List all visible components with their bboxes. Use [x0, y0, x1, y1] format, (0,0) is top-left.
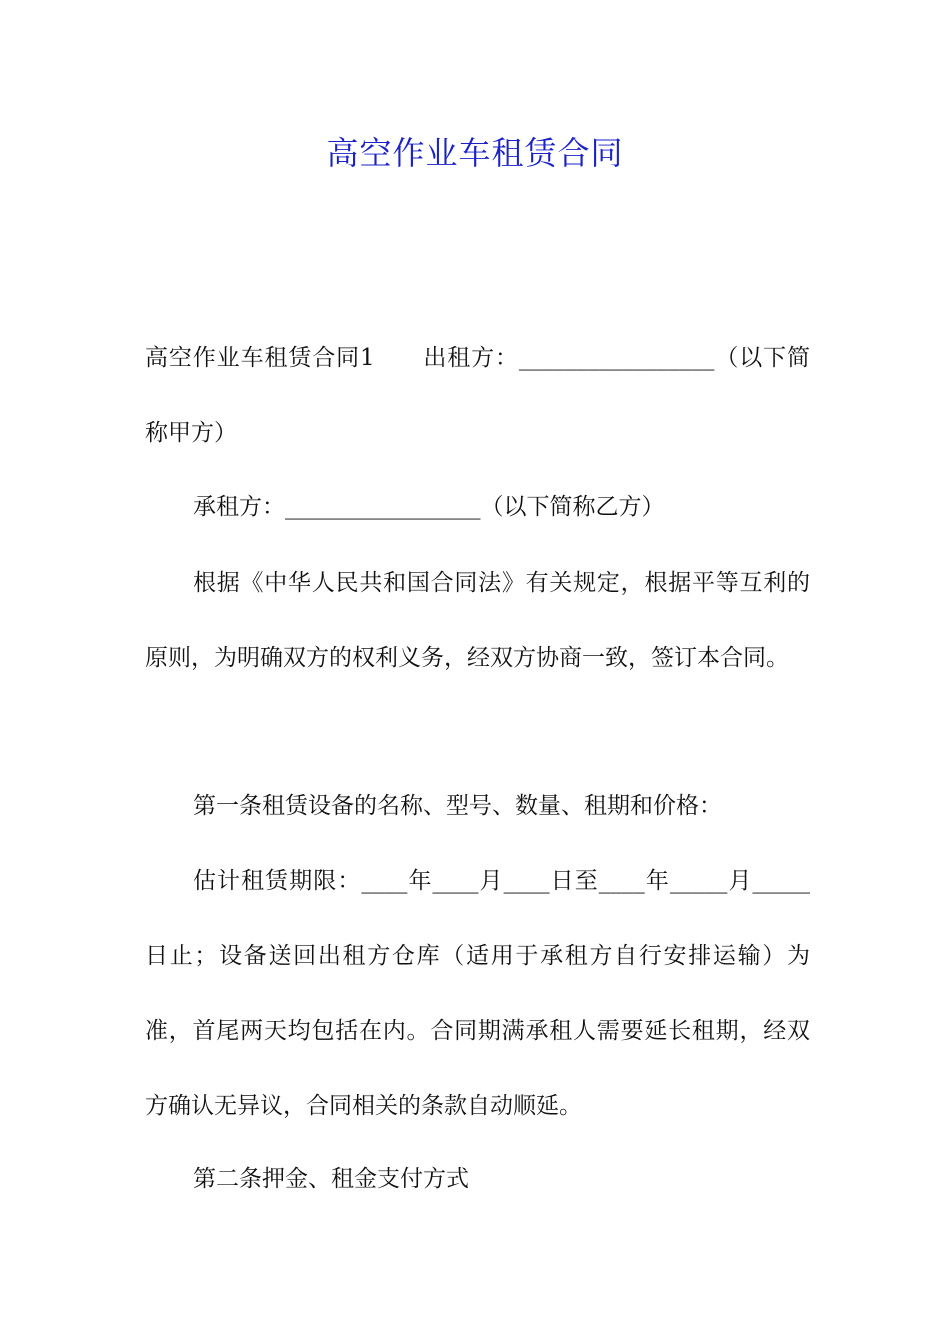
paragraph-text: 估计租赁期限：____年____月____日至____年_____月_____日止；设备送回出租方仓库（适用于承租方自行安排运输）为准，首尾两天均包括在内。合同期满承租人需要延长租期，经双方确认无异议，合同相关的条款自动顺延。 — [145, 868, 810, 1119]
paragraph-text: 根据《中华人民共和国合同法》有关规定，根据平等互利的原则，为明确双方的权利义务，经双方协商一致，签订本合同。 — [145, 570, 810, 671]
paragraph-legal-basis — [145, 546, 810, 696]
paragraph-article-2-heading — [145, 1142, 810, 1217]
paragraph-parties-lessee — [145, 470, 810, 545]
document-title: 高空作业车租赁合同 — [326, 134, 624, 172]
paragraph-text: 第二条押金、租金支付方式 — [193, 1166, 469, 1192]
paragraph-text: 高空作业车租赁合同1 出租方：_________________（以下简称甲方） — [145, 345, 810, 446]
paragraph-parties-lessor — [145, 321, 810, 471]
paragraph-article-1-heading — [145, 769, 810, 844]
paragraph-text: 承租方：_________________（以下简称乙方） — [193, 494, 665, 520]
paragraph-text: 第一条租赁设备的名称、型号、数量、租期和价格： — [193, 793, 722, 819]
paragraph-lease-term — [145, 844, 810, 1144]
